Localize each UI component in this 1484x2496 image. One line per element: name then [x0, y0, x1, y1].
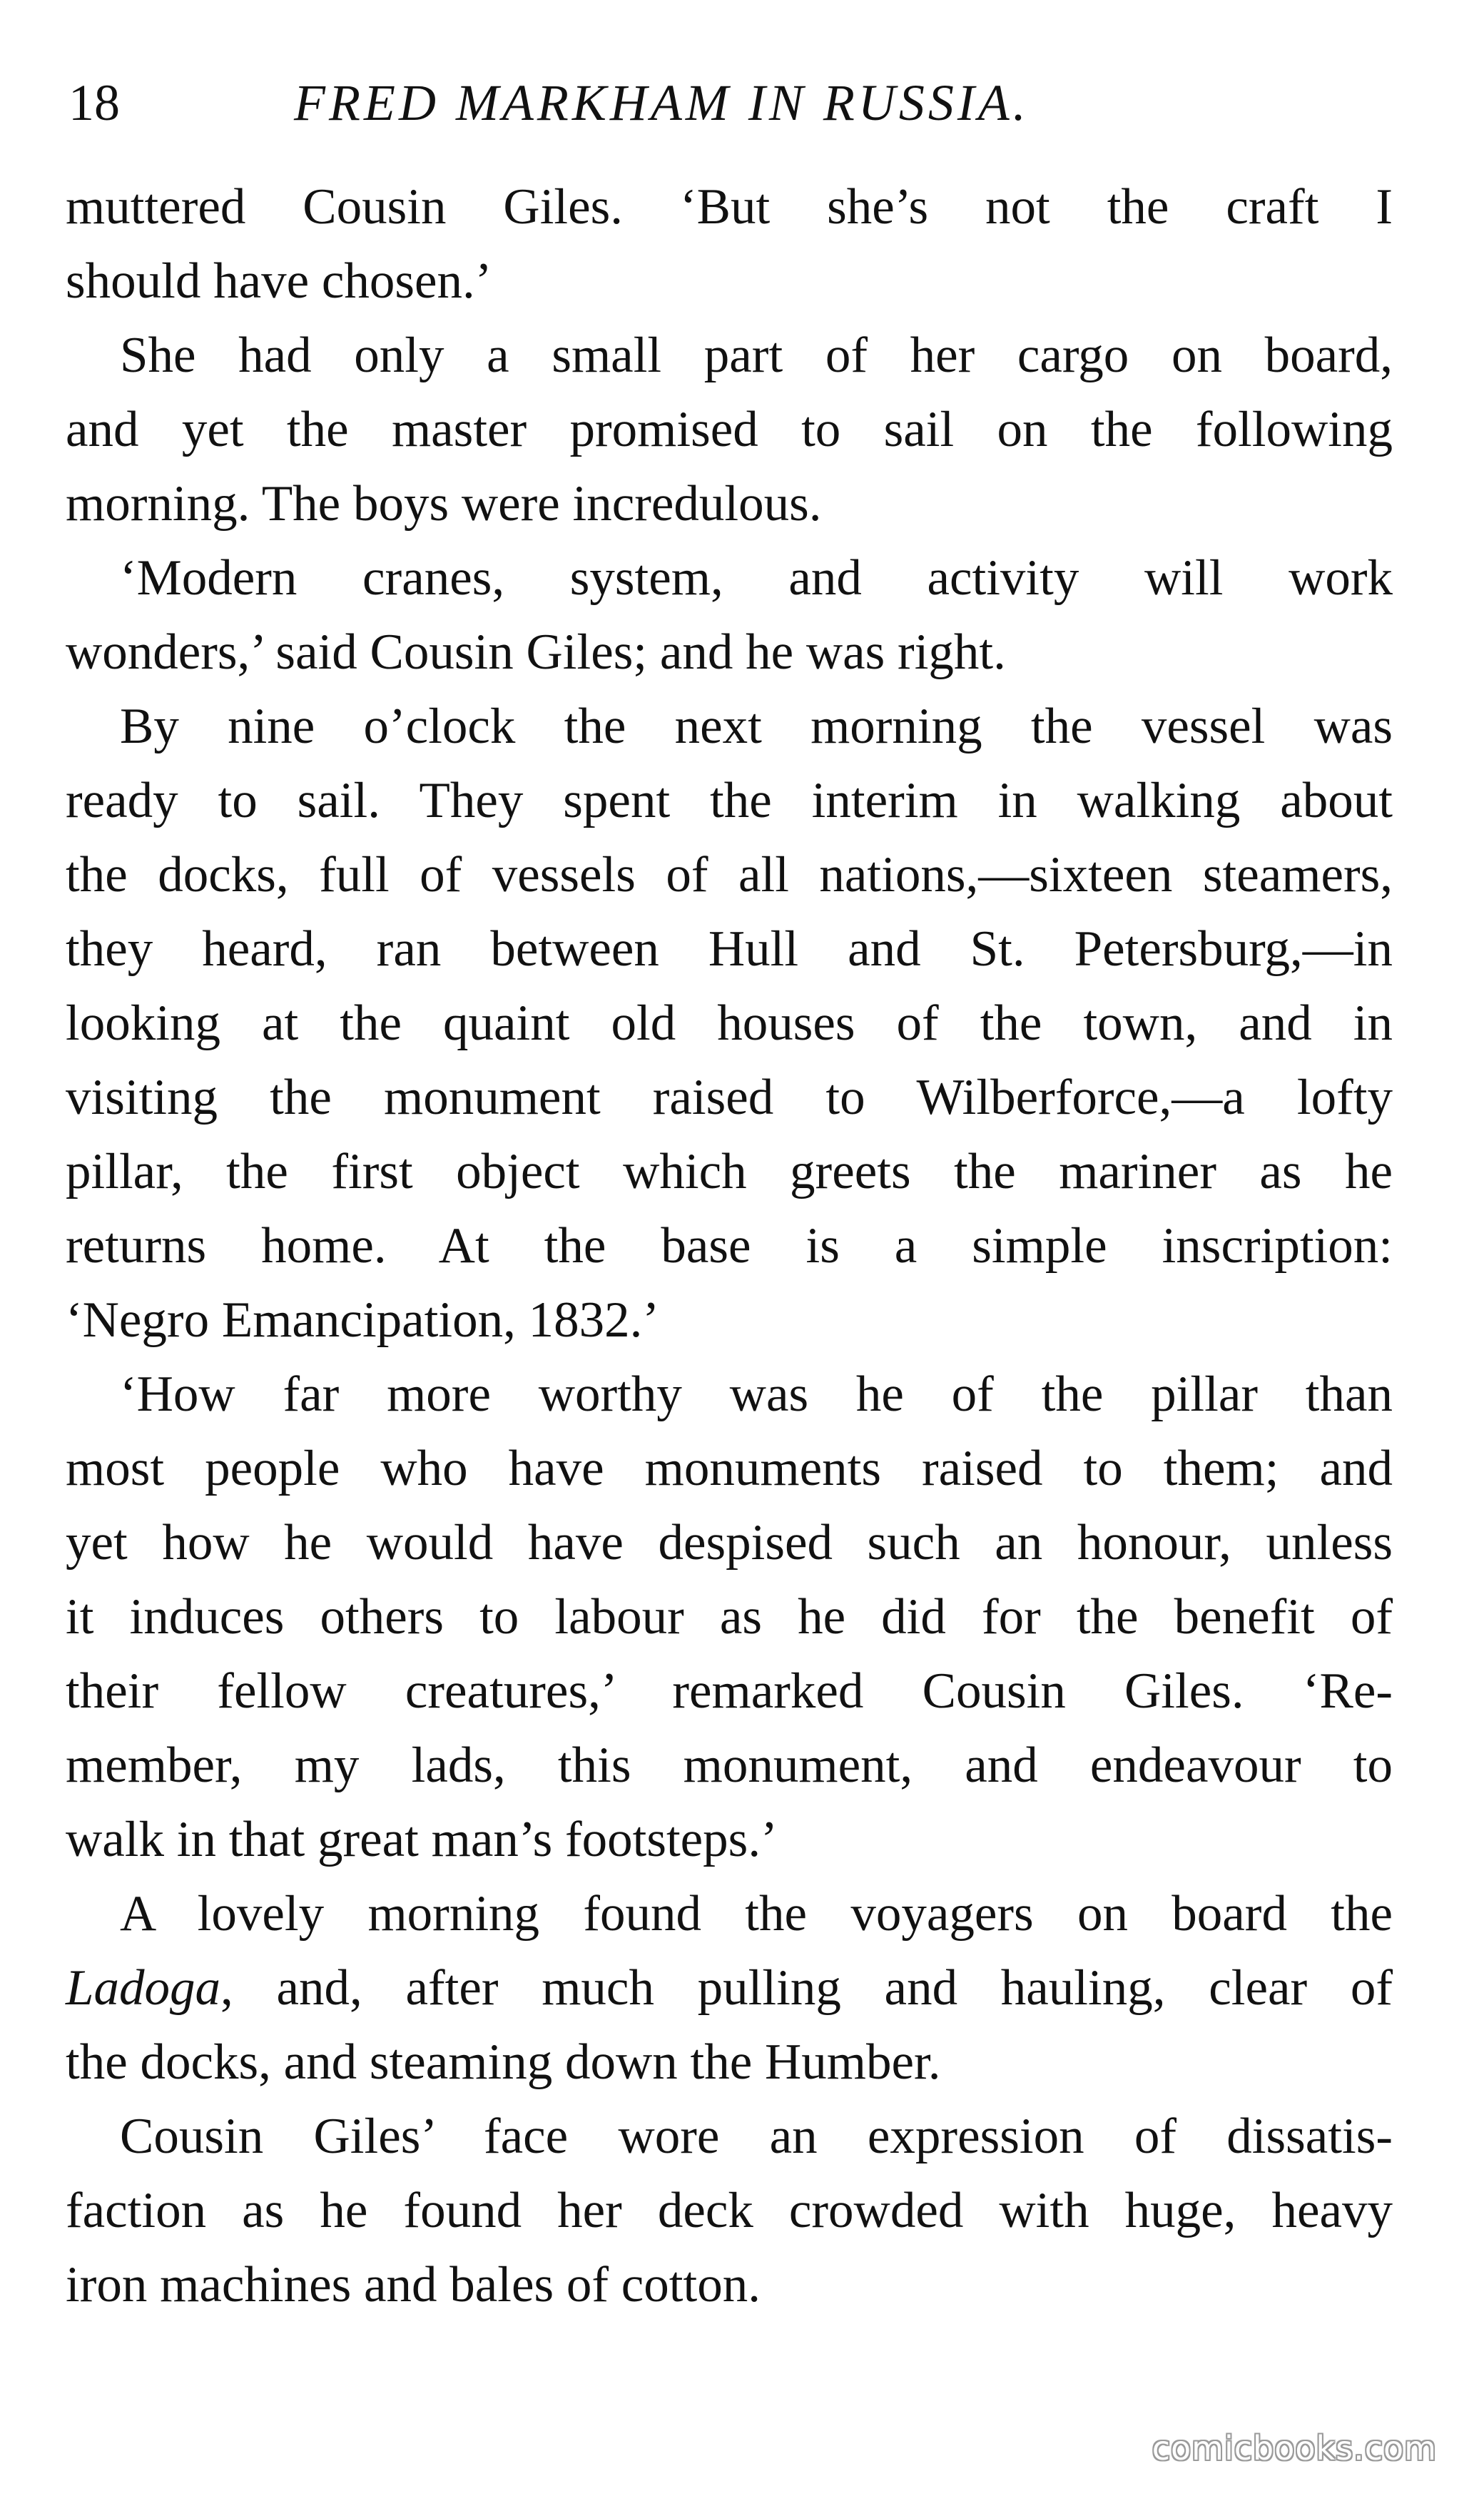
- text-line: it induces others to labour as he did for the benefit of: [66, 1589, 1393, 1645]
- text-line: returns home. At the base is a simple inscription:: [66, 1218, 1393, 1274]
- text-line: ‘How far more worthy was he of the pillar than: [120, 1366, 1393, 1422]
- text-line: faction as he found her deck crowded with huge, heavy: [66, 2183, 1393, 2238]
- text-line: Cousin Giles’ face wore an expression of dissatis-: [120, 2109, 1393, 2164]
- text-line: the docks, full of vessels of all nations,—sixteen steamers,: [66, 847, 1393, 903]
- text-line: their fellow creatures,’ remarked Cousin Giles. ‘Re-: [66, 1663, 1393, 1719]
- text-line: they heard, ran between Hull and St. Petersburg,—in: [66, 921, 1393, 977]
- text-line: [66, 1951, 1393, 2025]
- running-header: [68, 60, 1398, 146]
- page-number: 18: [68, 74, 120, 131]
- text-line: She had only a small part of her cargo on board,: [120, 328, 1393, 383]
- text-line: visiting the monument raised to Wilberforce,—a lofty: [66, 1070, 1393, 1125]
- text-line: pillar, the first object which greets the mariner as he: [66, 1144, 1393, 1199]
- text-line: yet how he would have despised such an honour, unless: [66, 1515, 1393, 1571]
- text-line: iron machines and bales of cotton.: [66, 2257, 761, 2313]
- text-line: By nine o’clock the next morning the vessel was: [120, 699, 1393, 754]
- watermark: comicbooks.com: [1152, 2429, 1437, 2467]
- text-line: ready to sail. They spent the interim in walking about: [66, 773, 1393, 828]
- text-line: looking at the quaint old houses of the town, and in: [66, 995, 1393, 1051]
- text-line: and yet the master promised to sail on the following: [66, 402, 1393, 457]
- text-line: walk in that great man’s footsteps.’: [66, 1812, 778, 1867]
- body-text: [66, 170, 1393, 2322]
- text-line: should have chosen.’: [66, 253, 492, 309]
- text-line: ‘Negro Emancipation, 1832.’: [66, 1292, 660, 1348]
- ship-name: Ladoga: [66, 1960, 220, 2016]
- text-line: member, my lads, this monument, and endeavour to: [66, 1737, 1393, 1793]
- running-title: FRED MARKHAM IN RUSSIA.: [294, 74, 1030, 131]
- text-line: muttered Cousin Giles. ‘But she’s not the craft I: [66, 179, 1393, 235]
- text-line: wonders,’ said Cousin Giles; and he was right.: [66, 624, 1006, 680]
- text-line: A lovely morning found the voyagers on board the: [120, 1886, 1393, 1942]
- text-line: most people who have monuments raised to them; and: [66, 1441, 1393, 1496]
- text-line-rest: , and, after much pulling and hauling, clear of: [220, 1960, 1393, 2016]
- text-line: the docks, and steaming down the Humber.: [66, 2034, 941, 2090]
- text-line: ‘Modern cranes, system, and activity will work: [120, 550, 1393, 606]
- text-line: morning. The boys were incredulous.: [66, 476, 822, 532]
